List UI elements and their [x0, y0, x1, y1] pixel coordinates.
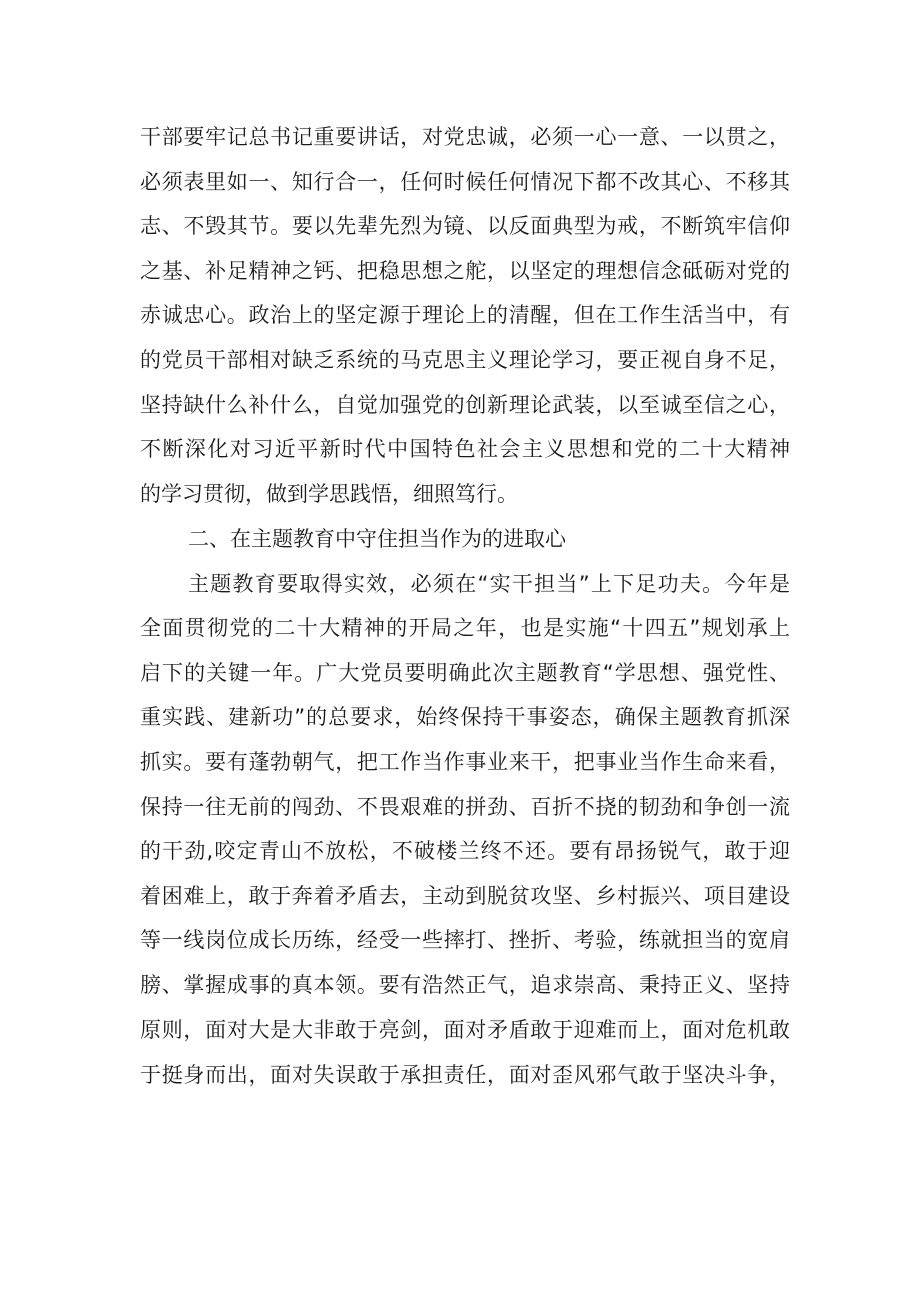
paragraph-1-line-9: 的学习贯彻，做到学思践悟，细照笃行。 [140, 482, 518, 506]
paragraph-1-line-7: 坚持缺什么补什么，自觉加强党的创新理论武装，以至诚至信之心， [140, 393, 790, 417]
paragraph-1-line-8: 不断深化对习近平新时代中国特色社会主义思想和党的二十大精神 [140, 437, 790, 461]
paragraph-2-line-9: 等一线岗位成长历练，经受一些摔打、挫折、考验，练就担当的宽肩 [140, 928, 790, 952]
paragraph-2-line-12: 于挺身而出，面对失误敢于承担责任，面对歪风邪气敢于坚决斗争， [140, 1063, 790, 1087]
paragraph-2-line-3: 启下的关键一年。广大党员要明确此次主题教育“学思想、强党性、 [140, 661, 790, 685]
paragraph-1-line-5: 赤诚忠心。政治上的坚定源于理论上的清醒，但在工作生活当中，有 [140, 303, 790, 327]
paragraph-2-line-11: 原则，面对大是大非敢于亮剑，面对矛盾敢于迎难而上，面对危机敢 [140, 1018, 790, 1042]
paragraph-2-line-8: 着困难上，敢于奔着矛盾去，主动到脱贫攻坚、乡村振兴、项目建设 [140, 884, 790, 908]
paragraph-1-line-6: 的党员干部相对缺乏系统的马克思主义理论学习，要正视自身不足， [140, 348, 790, 372]
paragraph-1-line-2: 必须表里如一、知行合一，任何时候任何情况下都不改其心、不移其 [140, 170, 790, 194]
paragraph-2-line-7: 的干劲,咬定青山不放松，不破楼兰终不还。要有昂扬锐气，敢于迎 [140, 839, 790, 863]
paragraph-1-line-3: 志、不毁其节。要以先辈先烈为镜、以反面典型为戒，不断筑牢信仰 [140, 214, 790, 238]
paragraph-2-line-10: 膀、掌握成事的真本领。要有浩然正气，追求崇高、秉持正义、坚持 [140, 973, 790, 997]
paragraph-2-line-2: 全面贯彻党的二十大精神的开局之年，也是实施“十四五”规划承上 [140, 616, 790, 640]
section-heading: 二、在主题教育中守住担当作为的进取心 [188, 527, 566, 551]
paragraph-2-line-4: 重实践、建新功”的总要求，始终保持干事姿态，确保主题教育抓深 [140, 705, 790, 729]
paragraph-1-line-4: 之基、补足精神之钙、把稳思想之舵，以坚定的理想信念砥砺对党的 [140, 259, 790, 283]
paragraph-2-line-5: 抓实。要有蓬勃朝气，把工作当作事业来干，把事业当作生命来看， [140, 750, 790, 774]
paragraph-2-line-1: 主题教育要取得实效，必须在“实干担当”上下足功夫。今年是 [188, 572, 790, 596]
paragraph-1-line-1: 干部要牢记总书记重要讲话，对党忠诚，必须一心一意、一以贯之， [140, 125, 790, 149]
paragraph-2-line-6: 保持一往无前的闯劲、不畏艰难的拼劲、百折不挠的韧劲和争创一流 [140, 795, 790, 819]
